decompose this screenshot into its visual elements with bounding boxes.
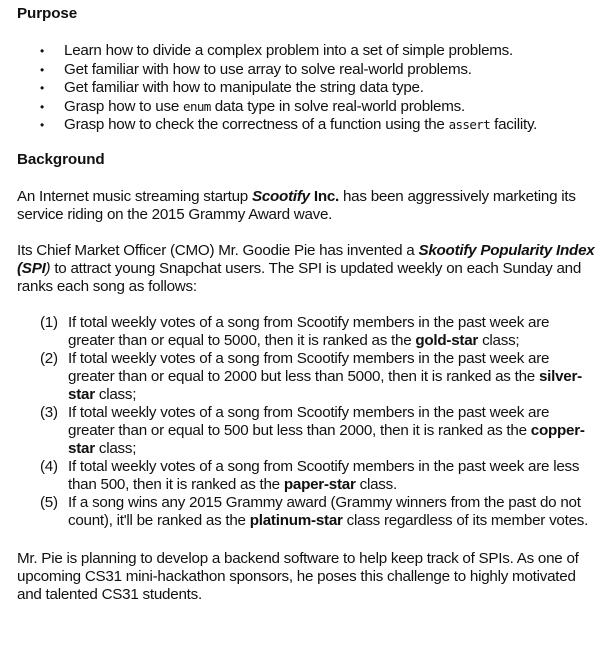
bullet-icon: • <box>40 62 44 77</box>
rule-item: (4) If total weekly votes of a song from Scootify members in the past week are less than 500, then it is ranked as the paper-star class. <box>40 457 580 493</box>
ranking-rules-list <box>17 314 597 530</box>
purpose-item: • Grasp how to check the correctness of a function using the assert facility. <box>40 116 538 133</box>
class-name: paper-star <box>283 475 356 493</box>
rule-number: (2) <box>40 349 58 367</box>
purpose-heading: Purpose <box>17 5 78 22</box>
rule-number: (5) <box>40 493 58 511</box>
index-name: Skootify Popularity Index (SPI <box>17 241 595 277</box>
background-paragraph-1: An Internet music streaming startup Scootify Inc. has been aggressively marketing its service riding on the 2015 Grammy Award wave. <box>17 187 576 223</box>
rule-item: (2) If total weekly votes of a song from Scootify members in the past week are greater than or equal to 2000 but less than 5000, then it is ranked as the silver-star class; <box>40 349 582 403</box>
rule-number: (1) <box>40 313 58 331</box>
background-paragraph-2: Its Chief Market Officer (CMO) Mr. Goodie Pie has invented a Skootify Popularity Index (SPI) to attract young Snapchat users. The SPI is updated weekly on each Sunday and ranks each song as follows: <box>17 241 595 295</box>
rule-item: (3) If total weekly votes of a song from Scootify members in the past week are greater than or equal to 500 but less than 2000, then it is ranked as the copper-star class; <box>40 403 585 457</box>
background-paragraph-3: Mr. Pie is planning to develop a backend software to help keep track of SPIs. As one of upcoming CS31 mini-hackathon sponsors, he poses this challenge to highly motivated and talented CS31 students. <box>17 549 579 603</box>
purpose-item: • Get familiar with how to manipulate the string data type. <box>40 79 424 96</box>
class-name: gold-star <box>415 331 479 349</box>
class-name: platinum-star <box>249 511 343 529</box>
bullet-icon: • <box>40 81 44 95</box>
code-enum: enum <box>183 98 211 114</box>
document-page <box>17 4 597 604</box>
bullet-icon: • <box>40 44 44 58</box>
class-name: silver-star <box>68 367 582 403</box>
purpose-item: • Learn how to divide a complex problem into a set of simple problems. <box>40 42 513 59</box>
purpose-item: • Grasp how to use enum data type in solve real-world problems. <box>40 97 465 115</box>
purpose-list <box>17 42 597 135</box>
company-name: Scootify <box>251 187 310 205</box>
rule-number: (4) <box>40 457 58 475</box>
purpose-item: • Get familiar with how to use array to solve real-world problems. <box>40 60 472 78</box>
class-name: copper-star <box>68 421 585 457</box>
bullet-icon: • <box>40 99 44 114</box>
bullet-icon: • <box>40 118 44 132</box>
rule-item: (1) If total weekly votes of a song from Scootify members in the past week are greater than or equal to 5000, then it is ranked as the gold-star class; <box>40 313 550 349</box>
rule-number: (3) <box>40 403 58 421</box>
code-assert: assert <box>448 117 491 132</box>
background-heading: Background <box>17 150 105 168</box>
rule-item: (5) If a song wins any 2015 Grammy award (Grammy winners from the past do not count), it'll be ranked as the platinum-star class regardless of its member votes. <box>40 493 589 529</box>
